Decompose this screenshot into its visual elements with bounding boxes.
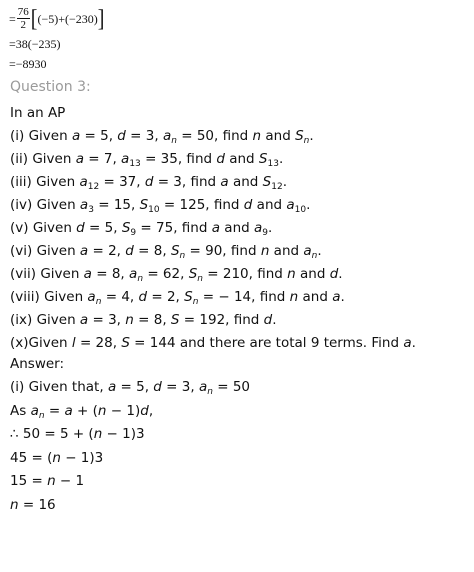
answer-line <box>10 497 56 513</box>
question-item <box>10 312 277 328</box>
text-fragment: − 1)3 <box>102 426 145 442</box>
fraction-denominator: 2 <box>20 19 27 31</box>
text-fragment: = 3, <box>125 128 163 144</box>
math-variable: d <box>125 243 134 259</box>
math-variable: a <box>75 151 84 167</box>
subscript: n <box>303 136 310 146</box>
equation-line-3: =−8930 <box>9 57 47 71</box>
math-variable: d <box>138 289 148 305</box>
question-item <box>10 174 287 190</box>
text-fragment: and <box>261 128 296 144</box>
math-variable: S <box>139 197 149 213</box>
equation-body: (−5)+(−230) <box>37 11 98 26</box>
text-fragment: . <box>282 174 287 190</box>
subscript: n <box>192 297 199 307</box>
text-fragment: . <box>306 197 311 213</box>
math-variable: S <box>121 335 130 351</box>
question-item <box>10 289 345 305</box>
math-variable: n <box>252 128 262 144</box>
subscript: n <box>95 297 102 307</box>
math-variable: n <box>52 449 61 466</box>
item-label: (iv) Given <box>10 197 80 213</box>
math-variable: S <box>258 151 268 167</box>
text-fragment: = 125, find <box>159 197 244 213</box>
math-variable: n <box>47 473 56 489</box>
answer-line <box>10 403 153 419</box>
subscript: 9 <box>262 228 268 238</box>
text-fragment: + ( <box>72 402 98 419</box>
math-variable: a <box>87 289 96 305</box>
math-variable: a <box>79 243 89 259</box>
equation-line-2: =38(−235) <box>9 37 61 51</box>
text-fragment: ∴ 50 = 5 + ( <box>10 426 94 442</box>
text-fragment: = − 14, find <box>198 289 290 305</box>
text-fragment: (i) Given that, <box>10 379 108 395</box>
math-variable: S <box>170 312 180 328</box>
math-variable: S <box>170 243 180 259</box>
text-fragment: = 16 <box>18 496 56 513</box>
question-intro: In an AP <box>10 105 66 121</box>
math-variable: d <box>76 220 85 236</box>
text-fragment: = 50 <box>212 379 251 395</box>
text-fragment: = 28, <box>75 335 122 351</box>
math-variable: a <box>71 128 81 144</box>
text-fragment: As <box>10 402 31 419</box>
math-variable: S <box>188 266 198 282</box>
text-fragment: = 2, <box>88 243 126 259</box>
text-fragment: = 8, <box>133 243 171 259</box>
text-fragment: = 62, <box>143 266 189 282</box>
text-fragment: . <box>268 220 273 236</box>
text-fragment: = 8, <box>91 266 130 282</box>
math-variable: n <box>97 402 107 419</box>
item-label: (x)Given <box>10 335 72 351</box>
math-variable: a <box>83 266 92 282</box>
subscript: 12 <box>271 182 283 192</box>
subscript: 13 <box>129 159 141 169</box>
math-variable: a <box>220 174 229 190</box>
text-fragment: = 3, find <box>153 174 221 190</box>
text-fragment: . <box>309 128 314 144</box>
text-fragment: − 1) <box>106 402 141 419</box>
text-fragment: = 37, <box>99 174 145 190</box>
question-item <box>10 197 310 213</box>
answer-line <box>10 426 145 442</box>
math-variable: n <box>125 312 134 328</box>
math-variable: a <box>303 243 312 259</box>
text-fragment: and <box>269 243 304 259</box>
text-fragment: = 5, <box>84 220 122 236</box>
math-variable: a <box>64 402 73 419</box>
item-label: (iii) Given <box>10 174 80 190</box>
text-fragment: and <box>228 174 263 190</box>
text-fragment: 45 = ( <box>10 449 53 466</box>
text-fragment: = 4, <box>101 289 139 305</box>
math-variable: a <box>198 379 208 395</box>
text-fragment: . <box>338 266 343 282</box>
answer-line <box>10 473 84 489</box>
text-fragment: = 75, find <box>136 220 212 236</box>
subscript: n <box>179 251 186 261</box>
subscript: 9 <box>130 228 137 238</box>
text-fragment: = 35, find <box>140 151 217 167</box>
text-fragment: = 3, <box>88 312 126 328</box>
math-variable: S <box>295 128 304 144</box>
math-variable: a <box>79 197 89 213</box>
text-fragment: = 8, <box>133 312 171 328</box>
answer-line <box>10 379 250 395</box>
question-item <box>10 266 343 282</box>
text-fragment: = <box>44 402 65 419</box>
text-fragment: and <box>252 197 287 213</box>
math-variable: d <box>140 402 149 419</box>
math-variable: a <box>121 151 130 167</box>
equals-sign: = <box>9 11 16 26</box>
math-variable: a <box>162 128 172 144</box>
text-fragment: and <box>224 151 259 167</box>
bracket-open: [ <box>30 5 38 32</box>
text-fragment: . <box>272 312 277 328</box>
text-fragment: = 5, <box>80 128 118 144</box>
math-variable: S <box>184 289 193 305</box>
text-fragment: , <box>148 402 154 419</box>
subscript: 12 <box>87 182 100 192</box>
question-item <box>10 151 283 167</box>
math-variable: n <box>93 426 103 442</box>
item-label: (viii) Given <box>10 289 88 305</box>
item-label: (ix) Given <box>10 312 80 328</box>
item-label: (v) Given <box>10 220 77 236</box>
text-fragment: − 1 <box>55 473 85 489</box>
subscript: 3 <box>88 205 94 215</box>
question-item <box>10 128 314 144</box>
question-heading: Question 3: <box>10 79 91 95</box>
math-variable: d <box>243 197 253 213</box>
math-variable: d <box>117 128 126 144</box>
fraction-numerator: 76 <box>17 6 29 18</box>
bracket-close: ] <box>97 5 105 32</box>
subscript: n <box>171 136 177 146</box>
subscript: n <box>207 387 213 397</box>
question-item <box>10 243 322 259</box>
math-variable: S <box>121 220 131 236</box>
text-fragment: and <box>298 289 333 305</box>
subscript: 13 <box>267 159 279 169</box>
math-variable: a <box>129 266 138 282</box>
math-variable: a <box>253 220 263 236</box>
subscript: 10 <box>294 205 307 215</box>
math-variable: a <box>107 379 117 395</box>
subscript: 10 <box>148 205 160 215</box>
math-variable: a <box>332 289 341 305</box>
text-fragment: − 1)3 <box>60 449 104 466</box>
item-label: (vii) Given <box>10 266 84 282</box>
math-variable: l <box>71 335 76 351</box>
text-fragment: = 3, <box>161 379 199 395</box>
math-variable: a <box>211 220 220 236</box>
text-fragment: = 192, find <box>179 312 264 328</box>
text-fragment: . <box>317 243 322 259</box>
math-variable: n <box>289 289 299 305</box>
math-variable: S <box>262 174 272 190</box>
text-fragment: = 7, <box>83 151 122 167</box>
text-fragment: = 144 and there are total 9 terms. Find <box>129 335 404 351</box>
subscript: n <box>137 274 144 284</box>
math-variable: a <box>30 402 39 419</box>
text-fragment: and <box>220 220 254 236</box>
question-item <box>10 335 416 351</box>
item-label: (i) Given <box>10 128 72 144</box>
text-fragment: = 5, <box>116 379 154 395</box>
math-variable: a <box>79 174 88 190</box>
fraction <box>17 6 30 31</box>
equation-line-1 <box>9 6 104 31</box>
text-fragment: = 210, find <box>202 266 288 282</box>
math-variable: d <box>263 312 273 328</box>
math-variable: d <box>329 266 339 282</box>
text-fragment: . <box>411 335 416 351</box>
text-fragment: = 50, find <box>176 128 253 144</box>
question-item <box>10 220 272 236</box>
math-variable: a <box>286 197 295 213</box>
math-variable: n <box>260 243 270 259</box>
text-fragment: 15 = <box>10 473 48 489</box>
text-fragment: = 90, find <box>185 243 261 259</box>
item-label: (ii) Given <box>10 151 76 167</box>
answer-label: Answer: <box>10 356 65 372</box>
text-fragment: = 2, <box>147 289 185 305</box>
math-variable: a <box>79 312 89 328</box>
text-fragment: and <box>295 266 330 282</box>
math-variable: a <box>403 335 412 351</box>
subscript: n <box>311 251 318 261</box>
math-variable: d <box>216 151 225 167</box>
item-label: (vi) Given <box>10 243 80 259</box>
math-variable: n <box>10 496 19 513</box>
subscript: n <box>197 274 203 284</box>
math-variable: d <box>153 379 162 395</box>
math-variable: d <box>144 174 154 190</box>
answer-line <box>10 450 103 466</box>
text-fragment: . <box>340 289 345 305</box>
text-fragment: = 15, <box>93 197 140 213</box>
math-variable: n <box>287 266 296 282</box>
subscript: n <box>38 410 45 421</box>
text-fragment: . <box>278 151 284 167</box>
